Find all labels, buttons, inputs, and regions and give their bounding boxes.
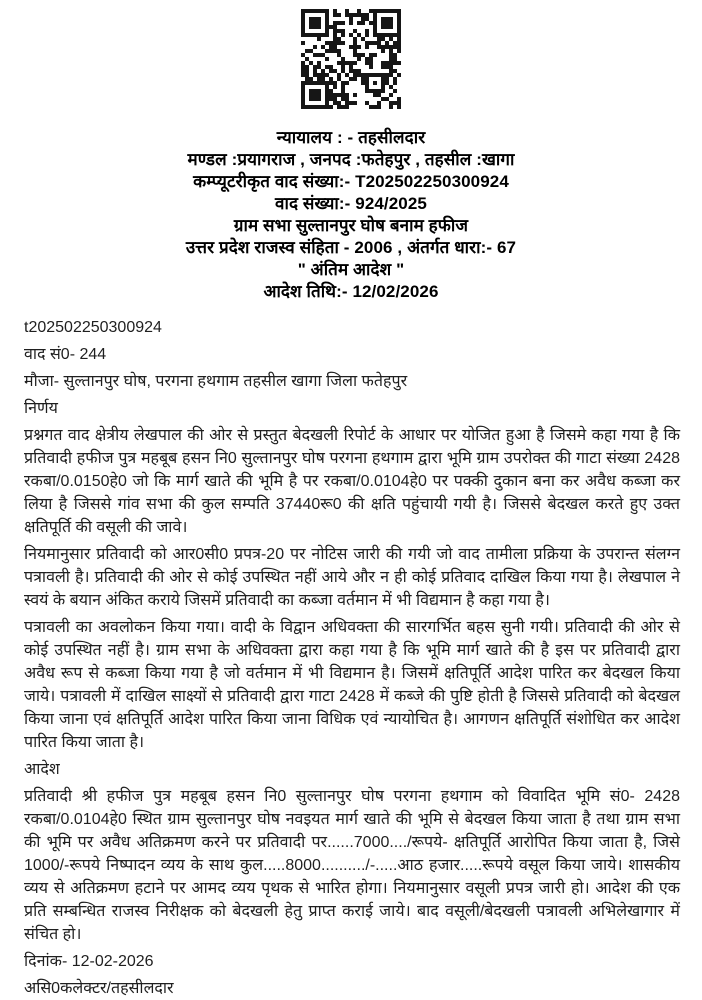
order-type-line: " अंतिम आदेश " <box>297 260 405 279</box>
signature-line: असि0कलेक्टर/तहसीलदार <box>24 980 174 997</box>
act-section-line: उत्तर प्रदेश राजस्व संहिता - 2006 , अंतर्गत धारा:- 67 <box>185 238 517 257</box>
document-body <box>24 316 680 1000</box>
decision-paragraph-1: प्रश्नगत वाद क्षेत्रीय लेखपाल की ओर से प्रस्तुत बेदखली रिपोर्ट के आधार पर योजित हुआ है जिसमे कहा गया है कि प्रतिवादी हफीज पुत्र महबूब हसन नि0 सुल्तानपुर घोष परगना हथगाम द्वारा भूमि ग्राम उपरोक्त की गाटा संख्या 2428 रकबा/0.0150हे0 जो कि मार्ग खाते की भूमि है पर रकबा/0.0104हे0 पर पक्की दुकान बना कर अवैध कब्जा कर लिया है जिससे गांव सभा की कुल सम्पति 37440रू0 की क्षति पहुंचायी गयी है। जिससे बेदखल करते हुए उक्त क्षतिपूर्ति की वसूली की जावे। <box>24 427 680 536</box>
court-name-line: न्यायालय : - तहसीलदार <box>276 128 426 147</box>
order-footer-date-line: दिनांक- 12-02-2026 <box>24 953 154 970</box>
case-title-line: ग्राम सभा सुल्तानपुर घोष बनाम हफीज <box>233 216 469 235</box>
computerized-case-number-line: कम्प्यूटरीकृत वाद संख्या:- T202502250300924 <box>193 172 509 191</box>
decision-paragraph-3: पत्रावली का अवलोकन किया गया। वादी के विद्वान अधिवक्ता की सारगर्भित बहस सुनी गयी। प्रतिवादी की ओर से कोई उपस्थित नहीं है। ग्राम सभा के अधिवक्ता द्वारा कहा गया है कि भूमि मार्ग खाते की है इस पर प्रतिवादी द्वारा अवैध रूप से कब्जा किया गया है जो वर्तमान में भी विद्यमान है। जिसमें क्षतिपूर्ति आदेश पारित कर बेदखल किया जाये। पत्रावली में दाखिल साक्ष्यों से प्रतिवादी द्वारा गाटा 2428 में कब्जे की पुष्टि होती है जिससे प्रतिवादी को बेदखल किया जाना एवं क्षतिपूर्ति आदेश पारित किया जाना विधिक एवं न्यायोचित है। आगणन क्षतिपूर्ति संशोधित कर आदेश पारित किया जाता है। <box>24 619 680 751</box>
order-paragraph: प्रतिवादी श्री हफीज पुत्र महबूब हसन नि0 सुल्तानपुर घोष परगना हथगाम को विवादित भूमि सं0- 2428 रकबा/0.0104हे0 स्थित ग्राम सुल्तानपुर घोष नवइयत मार्ग खाते की भूमि से बेदखल किया जाता है तथा ग्राम सभा की भूमि पर अवैध अतिक्रमण करने पर प्रतिवादी पर......7000..../रूपये- क्षतिपूर्ति आरोपित किया जाता है, जिसे 1000/-रूपये निष्पादन व्यय के साथ कुल.....8000........../-.....आठ हजार.....रूपये वसूल किया जाये। शासकीय व्यय से अतिक्रमण हटाने पर आमद व्यय पृथक से भारित होगा। नियमानुसार वसूली प्रपत्र जारी हो। आदेश की एक प्रति सम्बन्धित राजस्व निरीक्षक को बेदखली हेतु प्राप्त कराई जाये। बाद वसूली/बेदखली पत्रावली अभिलेखागार में संचित हो। <box>24 788 680 943</box>
case-serial-line: वाद सं0- 244 <box>24 346 107 363</box>
decision-paragraph-2: नियमानुसार प्रतिवादी को आर0सी0 प्रपत्र-20 पर नोटिस जारी की गयी जो वाद तामीला प्रक्रिया के उपरान्त संलग्न पत्रावली है। प्रतिवादी की ओर से कोई उपस्थित नहीं आये और न ही कोई प्रतिवाद दाखिल किया गया है। लेखपाल ने स्वयं के बयान अंकित कराये जिसमें प्रतिवादी का कब्जा वर्तमान में भी विद्यमान है कहा गया है। <box>24 546 680 609</box>
order-date-line: आदेश तिथि:- 12/02/2026 <box>263 282 439 301</box>
document-header <box>0 127 702 303</box>
case-number-line: वाद संख्या:- 924/2025 <box>275 194 427 213</box>
case-id-line: t202502250300924 <box>24 319 162 336</box>
qr-code-image <box>299 9 403 109</box>
qr-code <box>0 0 702 109</box>
decision-heading: निर्णय <box>24 400 58 417</box>
mauja-line: मौजा- सुल्तानपुर घोष, परगना हथगाम तहसील खागा जिला फतेहपुर <box>24 373 408 390</box>
division-district-tehsil-line: मण्डल :प्रयागराज , जनपद :फतेहपुर , तहसील :खागा <box>187 150 515 169</box>
order-heading: आदेश <box>24 761 60 778</box>
